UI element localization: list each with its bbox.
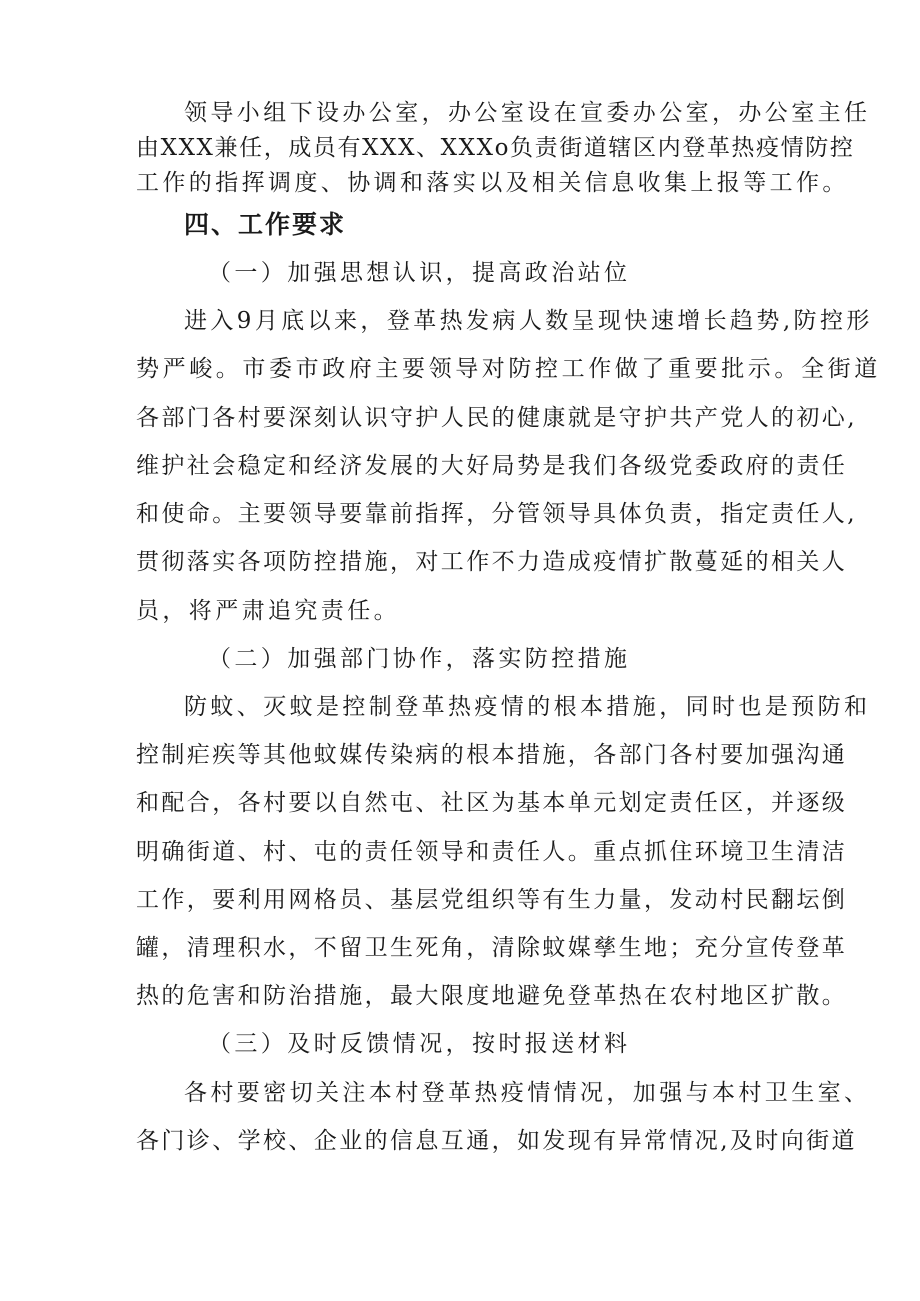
paragraph-line: 进入9月底以来，登革热发病人数呈现快速增长趋势,防控形 <box>184 308 873 334</box>
paragraph-line: 和配合，各村要以自然屯、社区为基本单元划定责任区，并逐级 <box>136 790 848 816</box>
paragraph-line: 防蚊、灭蚊是控制登革热疫情的根本措施，同时也是预防和 <box>184 694 871 720</box>
paragraph-line: 领导小组下设办公室，办公室设在宣委办公室，办公室主任 <box>184 100 871 126</box>
paragraph-line: 罐，清理积水，不留卫生死角，清除蚊媒孳生地；充分宣传登革 <box>136 935 848 961</box>
paragraph-line: 和使命。主要领导要靠前指挥，分管领导具体负责，指定责任人, <box>136 501 857 527</box>
paragraph-line: 各门诊、学校、企业的信息互通，如发现有异常情况,及时向街道 <box>136 1128 857 1154</box>
paragraph-line: 势严峻。市委市政府主要领导对防控工作做了重要批示。全街道 <box>136 356 881 382</box>
paragraph-line: 热的危害和防治措施，最大限度地避免登革热在农村地区扩散。 <box>136 983 848 1009</box>
paragraph-line: 控制疟疾等其他蚊媒传染病的根本措施，各部门各村要加强沟通 <box>136 742 848 768</box>
paragraph-line: 工作，要利用网格员、基层党组织等有生力量，发动村民翻坛倒 <box>136 887 848 913</box>
paragraph-line: 由XXX兼任，成员有XXX、XXXo负责街道辖区内登革热疫情防控 <box>136 135 855 161</box>
paragraph-line: 各部门各村要深刻认识守护人民的健康就是守护共产党人的初心, <box>136 405 857 431</box>
paragraph-line: 维护社会稳定和经济发展的大好局势是我们各级党委政府的责任 <box>136 453 848 479</box>
subsection-heading: （二）加强部门协作，落实防控措施 <box>208 646 631 672</box>
paragraph-line: 员，将严肃追究责任。 <box>136 598 400 624</box>
paragraph-line: 明确街道、村、屯的责任领导和责任人。重点抓住环境卫生清洁 <box>136 839 848 865</box>
paragraph-line: 各村要密切关注本村登革热疫情情况，加强与本村卫生室、 <box>184 1080 871 1106</box>
paragraph-line: 工作的指挥调度、协调和落实以及相关信息收集上报等工作。 <box>136 170 849 196</box>
section-heading: 四、工作要求 <box>184 210 347 239</box>
subsection-heading: （三）及时反馈情况，按时报送材料 <box>208 1031 631 1057</box>
subsection-heading: （一）加强思想认识，提高政治站位 <box>208 260 631 286</box>
paragraph-line: 贯彻落实各项防控措施，对工作不力造成疫情扩散蔓延的相关人 <box>136 549 848 575</box>
